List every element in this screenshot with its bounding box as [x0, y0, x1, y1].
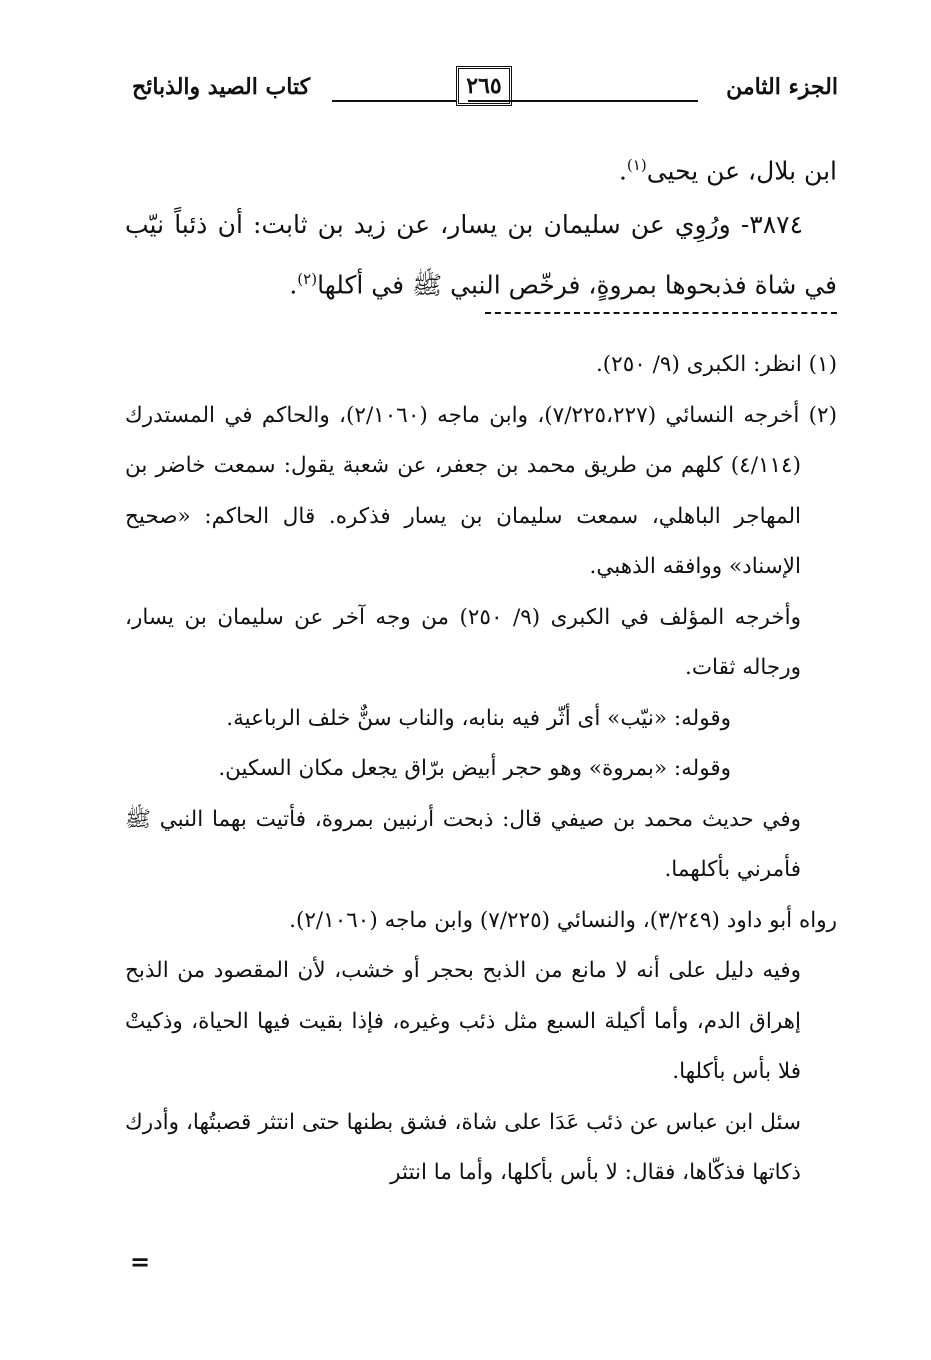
footnote-separator — [485, 312, 837, 314]
running-header — [126, 66, 838, 110]
hadith-paragraph: ٣٨٧٤- ورُوِي عن سليمان بن يسار، عن زيد بن ثابت: أن ذئباً نيّب في شاة فذبحوها بمروةٍ، فرخّص النبي ﷺ في أكلها$^{(٢)}$. — [125, 210, 837, 300]
footnote-2-para-4: وقوله: «بمروة» وهو حجر أبيض برّاق يجعل مكان السكين. — [218, 756, 731, 781]
main-line-1-text: ابن بلال، عن يحيى — [646, 156, 837, 186]
footnote-1-text: انظر: الكبرى (٩/ ٢٥٠). — [595, 352, 802, 377]
main-line-1: ابن بلال، عن يحيى$^{(١)}$. — [618, 156, 837, 186]
header-part-label: الجزء الثامن — [726, 74, 838, 100]
page-number: ٢٦٥ — [466, 73, 502, 99]
footnote-2-para-8: سئل ابن عباس عن ذئب عَدَا على شاة، فشق بطنها حتى انتثر قصبتُها، وأدرك ذكاتها فذكّاها، فقال: لا بأس بأكلها، وأما ما انتثر — [125, 1109, 801, 1185]
hadith-text: ورُوِي عن سليمان بن يسار، عن زيد بن ثابت: أن ذئباً نيّب في شاة فذبحوها بمروةٍ، فرخّص النبي ﷺ في أكلها — [125, 210, 837, 300]
footnote-2-para-1: أخرجه النسائي (٧/٢٢٥،٢٢٧)، وابن ماجه (٢/١٠٦٠)، والحاكم في المستدرك (٤/١١٤) كلهم من طريق محمد بن جعفر، عن شعبة يقول: سمعت خاضر بن المهاجر الباهلي، سمعت سليمان بن يسار فذكره. قال الحاكم: «صحيح الإسناد» ووافقه الذهبي. — [125, 402, 801, 579]
footnote-2 — [125, 391, 837, 593]
header-rule-left — [332, 100, 456, 102]
page-number-box — [456, 66, 512, 106]
footnote-ref-2: (٢) — [297, 270, 318, 289]
footnote-2-para-6: رواه أبو داود (٣/٢٤٩)، والنسائي (٧/٢٢٥) وابن ماجه (٢/١٠٦٠). — [289, 907, 837, 933]
hadith-number: ٣٨٧٤- — [740, 210, 803, 240]
footnote-2-para-2: وأخرجه المؤلف في الكبرى (٩/ ٢٥٠) من وجه آخر عن سليمان بن يسار، ورجاله ثقات. — [125, 604, 802, 680]
footnotes — [125, 340, 837, 1199]
footnote-2-number: (٢) — [808, 402, 837, 428]
footnote-2-para-5: وفي حديث محمد بن صيفي قال: ذبحت أرنبين بمروة، فأتيت بهما النبي ﷺ فأمرني بأكلهما. — [125, 806, 801, 882]
continuation-mark: = — [130, 1247, 151, 1276]
footnote-ref-1: (١) — [626, 156, 647, 174]
footnote-1 — [125, 340, 837, 391]
header-book-title: كتاب الصيد والذبائح — [132, 74, 311, 100]
footnote-2-para-7: وفيه دليل على أنه لا مانع من الذبح بحجر أو خشب، لأن المقصود من الذبح إهراق الدم، وأما أكيلة السبع مثل ذئب وغيره، فإذا بقيت فيها الحياة، وذكيتْ فلا بأس بأكلها. — [125, 958, 801, 1084]
main-text — [125, 138, 837, 313]
footnote-1-number: (١) — [808, 352, 837, 377]
footnote-2-para-3: وقوله: «نيّب» أى أثّر فيه بنابه، والناب سنٌّ خلف الرباعية. — [226, 705, 731, 731]
